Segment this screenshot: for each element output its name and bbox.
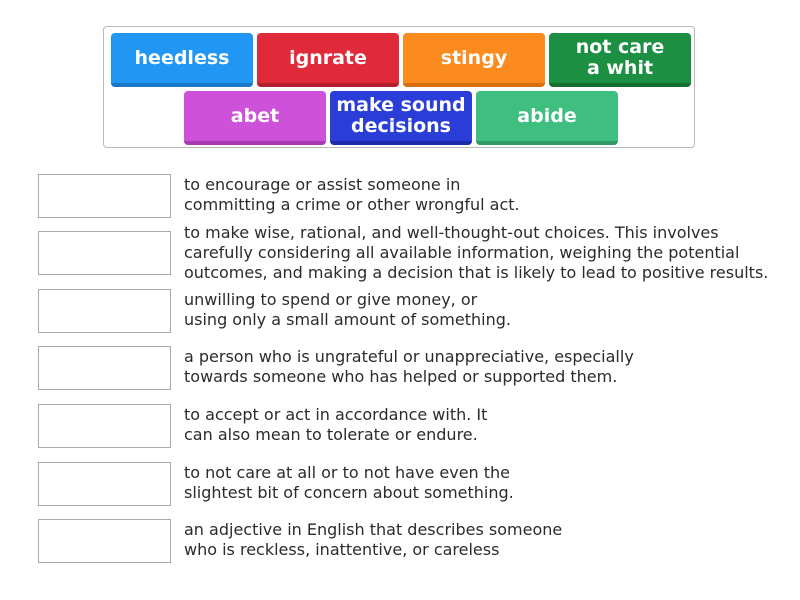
match-row	[38, 174, 778, 218]
tile-stingy[interactable]	[403, 33, 545, 87]
match-row	[38, 223, 778, 282]
match-row	[38, 519, 778, 563]
tile-label: abide	[517, 104, 577, 127]
match-row	[38, 404, 778, 448]
definition-text: to accept or act in accordance with. It can also mean to tolerate or endure.	[184, 405, 488, 444]
answer-drop-zone[interactable]	[38, 346, 171, 390]
tile-label: make sound decisions	[336, 94, 466, 137]
tile-label: ignrate	[289, 46, 367, 69]
match-row	[38, 289, 778, 333]
tile-label: abet	[230, 104, 280, 127]
definition-text: unwilling to spend or give money, or using only a small amount of something.	[184, 290, 511, 329]
answer-drop-zone[interactable]	[38, 174, 171, 218]
tile-make-sound-decisions[interactable]	[330, 91, 472, 145]
word-bank-panel	[103, 26, 695, 148]
match-row	[38, 462, 778, 506]
tile-label: stingy	[440, 46, 508, 69]
definition-text: a person who is ungrateful or unappreciative, especially towards someone who has helped or supported them.	[184, 347, 634, 386]
definition-text: to not care at all or to not have even the slightest bit of concern about something.	[184, 463, 514, 502]
answer-drop-zone[interactable]	[38, 231, 171, 275]
definition-text: an adjective in English that describes someone who is reckless, inattentive, or careless	[184, 520, 563, 559]
tile-not-care-a-whit[interactable]	[549, 33, 691, 87]
tile-abet[interactable]	[184, 91, 326, 145]
answer-drop-zone[interactable]	[38, 462, 171, 506]
tile-label: not care a whit	[575, 36, 665, 79]
tile-label: heedless	[134, 46, 230, 69]
tile-abide[interactable]	[476, 91, 618, 145]
definition-text: to make wise, rational, and well-thought-out choices. This involves carefully considering all available information, weighing the potential outcomes, and making a decision that is likely to lead to positive results.	[184, 223, 769, 282]
answer-drop-zone[interactable]	[38, 519, 171, 563]
tile-ignrate[interactable]	[257, 33, 399, 87]
tile-heedless[interactable]	[111, 33, 253, 87]
answer-drop-zone[interactable]	[38, 404, 171, 448]
definition-text: to encourage or assist someone in committing a crime or other wrongful act.	[184, 175, 520, 214]
match-row	[38, 346, 778, 390]
answer-drop-zone[interactable]	[38, 289, 171, 333]
